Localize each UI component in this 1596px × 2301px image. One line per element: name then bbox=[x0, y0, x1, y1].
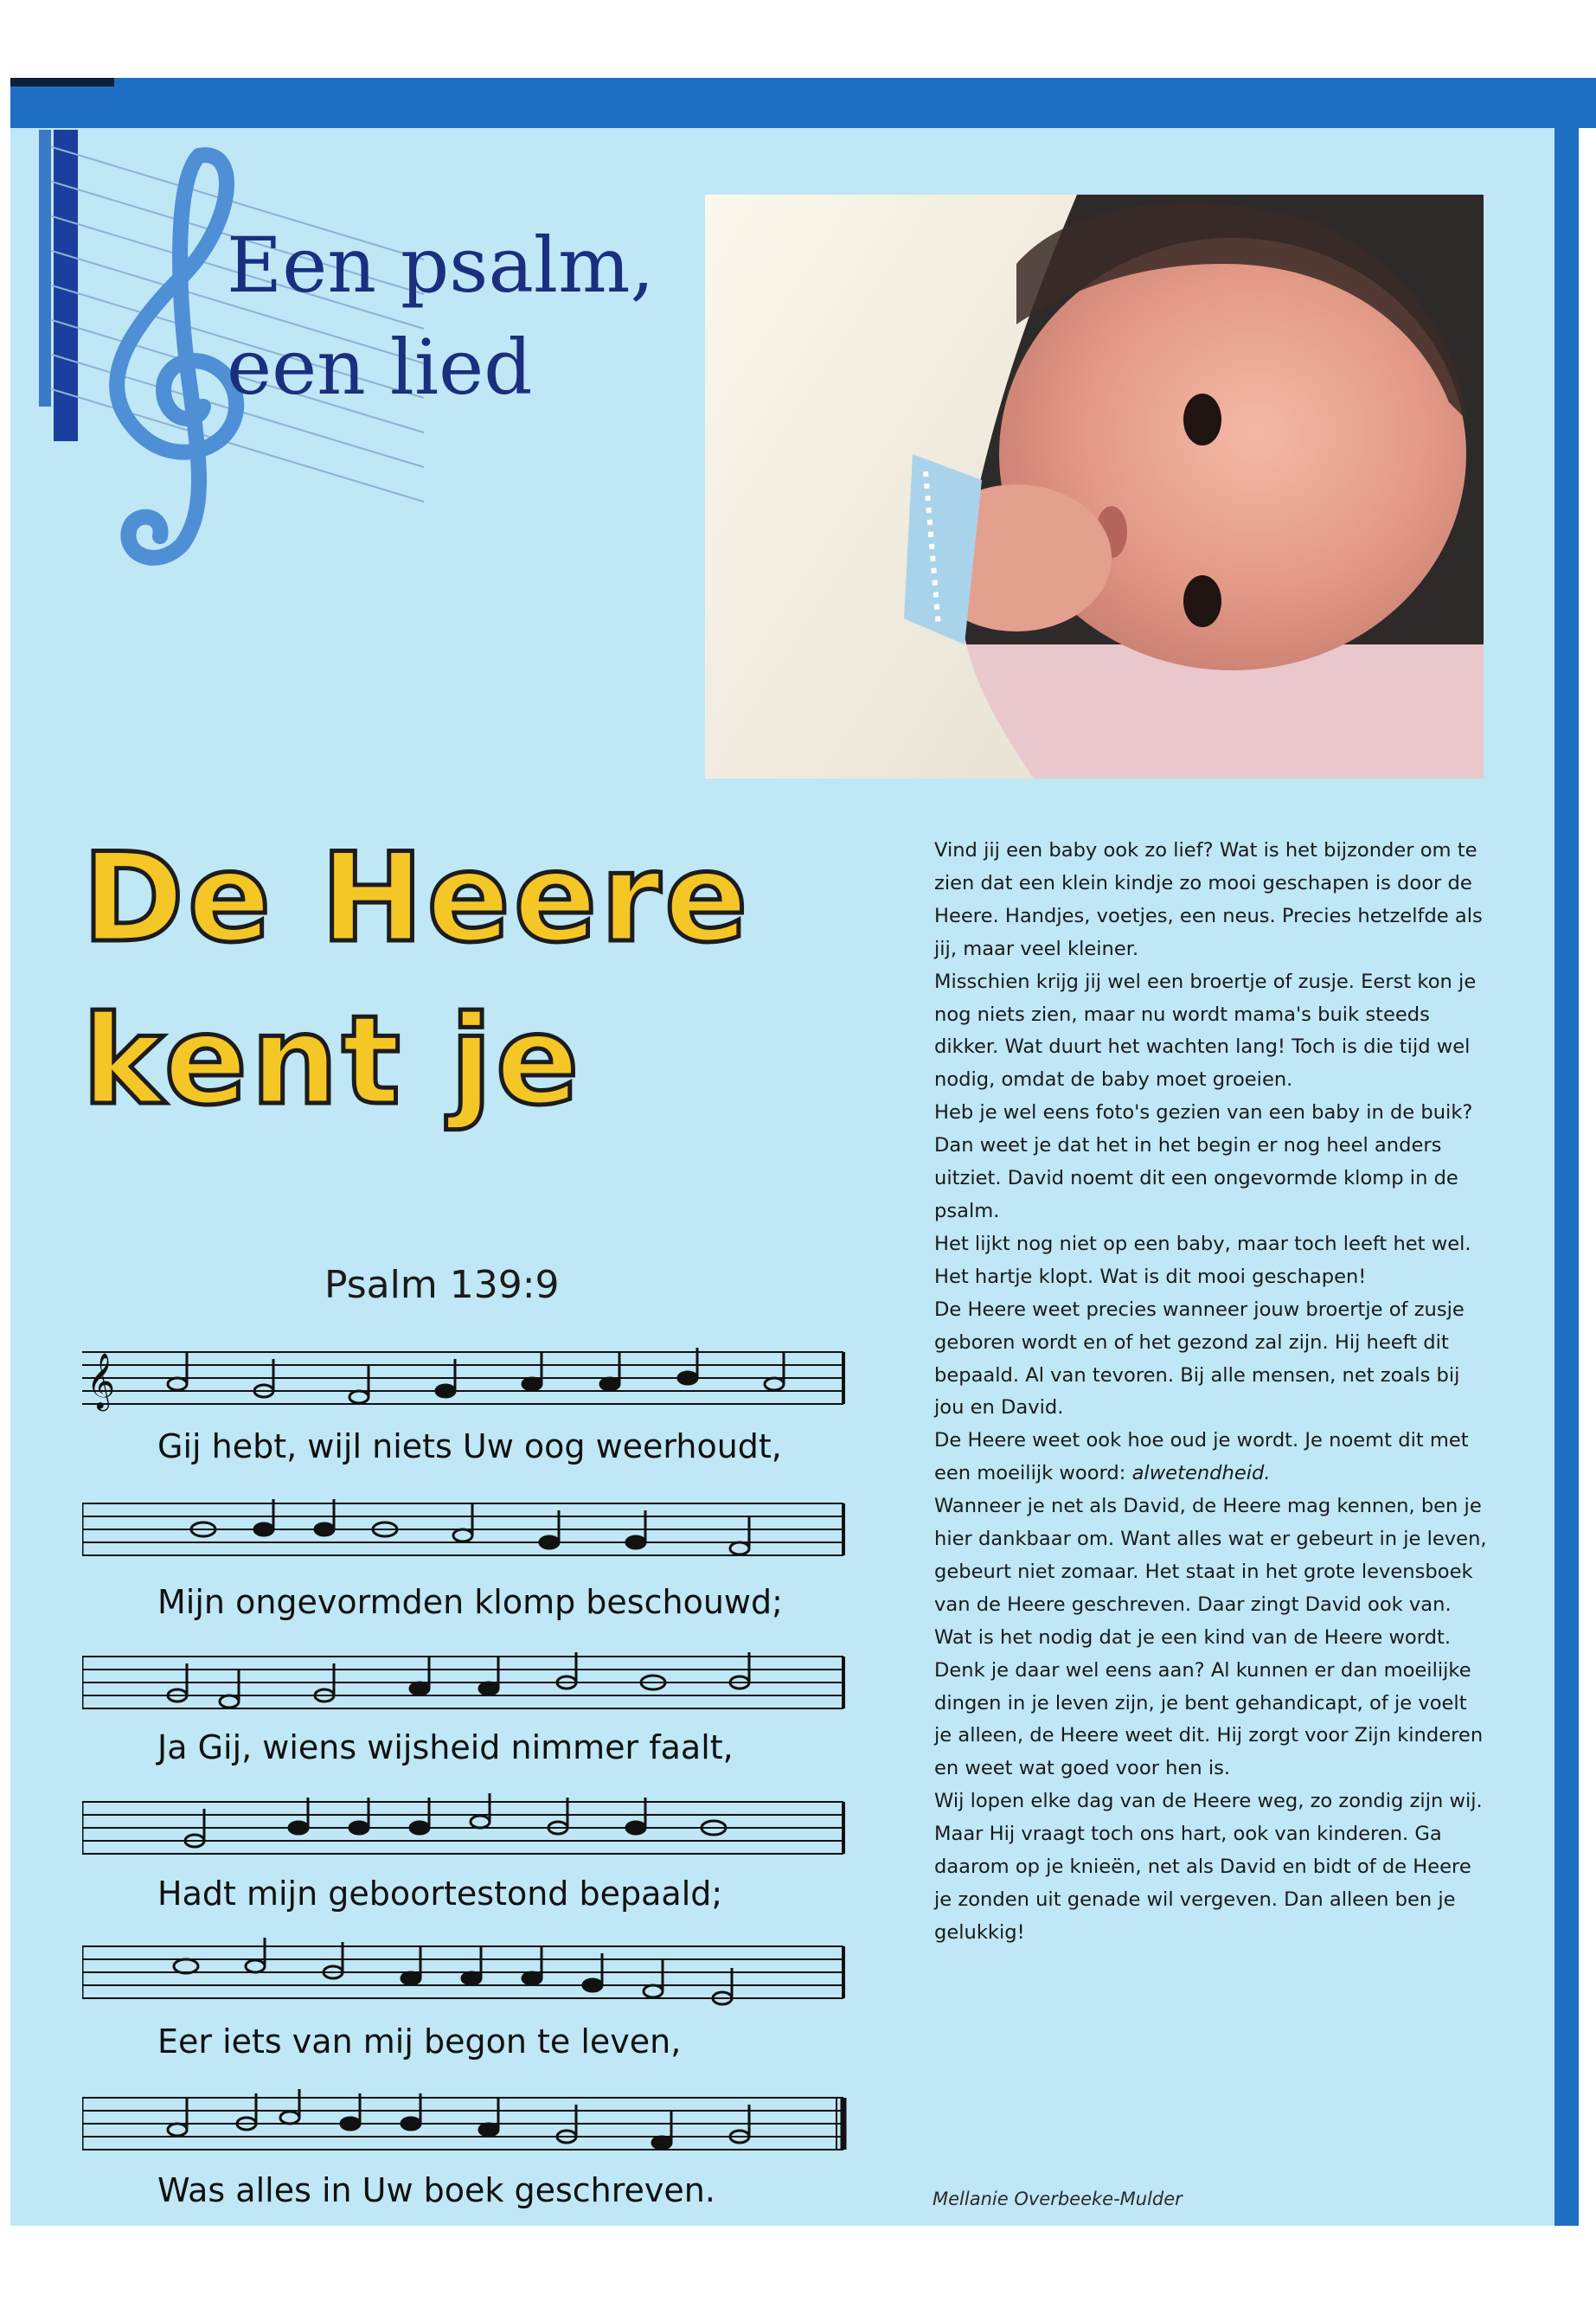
music-staff-1 bbox=[82, 1343, 848, 1413]
svg-text:𝄞: 𝄞 bbox=[87, 1353, 116, 1409]
article-paragraph: Wanneer je net als David, de Heere mag kennen, ben je hier dankbaar om. Want alles wat er gebeurt in je leven, gebeurt niet zomaar. Het staat in het grote levensboek van de Heere geschreven. Daar zingt David ook van. bbox=[934, 1495, 1487, 1616]
header-title bbox=[227, 215, 654, 419]
psalm-line-3: Ja Gij, wiens wijsheid nimmer faalt, bbox=[157, 1728, 734, 1766]
headline-line1: De Heere bbox=[82, 827, 752, 970]
article-paragraph: Heb je wel eens foto's gezien van een baby in de buik? Dan weet je dat het in het begin er nog heel anders uitziet. David noemt dit een ongevormde klomp in de psalm. bbox=[934, 1101, 1473, 1222]
article-paragraph: Vind jij een baby ook zo lief? Wat is het bijzonder om te zien dat een klein kindje zo mooi geschapen is door de Heere. Handjes, voetjes, een neus. Precies hetzelfde als jij, maar veel kleiner. bbox=[934, 839, 1483, 960]
article-paragraph: Wat is het nodig dat je een kind van de Heere wordt. Denk je daar wel eens aan? Al kunnen er dan moeilijke dingen in je leven zijn, je bent gehandicapt, of je voelt je alleen, de Heere weet dit. Hij zorgt voor Zijn kinderen en weet wat goed voor hen is. bbox=[934, 1625, 1484, 1780]
psalm-line-2: Mijn ongevormden klomp beschouwd; bbox=[157, 1583, 783, 1621]
article-paragraph: Misschien krijg jij wel een broertje of zusje. Eerst kon je nog niets zien, maar nu wordt mama's buik steeds dikker. Wat duurt het wachten lang! Toch is die tijd wel nodig, omdat de baby moet groeien. bbox=[934, 970, 1477, 1092]
music-staff-4 bbox=[82, 1793, 848, 1862]
headline-line2: kent je bbox=[82, 990, 583, 1132]
psalm-line-1: Gij hebt, wijl niets Uw oog weerhoudt, bbox=[157, 1427, 782, 1465]
author-credit: Mellanie Overbeeke-Mulder bbox=[933, 2189, 1183, 2209]
article-paragraph bbox=[934, 1425, 1488, 1490]
headline bbox=[82, 817, 751, 1143]
article-paragraph: De Heere weet precies wanneer jouw broertje of zusje geboren wordt en of het gezond zal zijn. Hij heeft dit bepaald. Al van tevoren. Bij alle mensen, net zoals bij jou en David. bbox=[934, 1298, 1465, 1420]
psalm-line-6: Was alles in Uw boek geschreven. bbox=[157, 2171, 715, 2209]
psalm-line-4: Hadt mijn geboortestond bepaald; bbox=[157, 1875, 723, 1913]
top-dark-accent bbox=[10, 78, 114, 87]
music-staff-3 bbox=[82, 1648, 848, 1717]
article-italic-word: alwetendheid. bbox=[1131, 1462, 1271, 1485]
article-body bbox=[934, 835, 1488, 1950]
music-staff-2 bbox=[82, 1495, 848, 1564]
baby-photo bbox=[705, 195, 1484, 779]
article-paragraph-text: De Heere weet ook hoe oud je wordt. Je noemt dit met een moeilijk woord: bbox=[934, 1429, 1469, 1485]
header-title-line2: een lied bbox=[227, 323, 533, 412]
header-title-line1: Een psalm, bbox=[227, 221, 655, 310]
music-staff-5 bbox=[82, 1938, 848, 2007]
psalm-line-5: Eer iets van mij begon te leven, bbox=[157, 2022, 682, 2061]
article-paragraph: Wij lopen elke dag van de Heere weg, zo zondig zijn wij. Maar Hij vraagt toch ons hart, ook van kinderen. Ga daarom op je knieën, net als David en bidt of de Heere je zonden uit genade wil vergeven. Dan alleen ben je gelukkig! bbox=[934, 1790, 1483, 1944]
psalm-reference: Psalm 139:9 bbox=[324, 1263, 560, 1307]
top-blue-border bbox=[10, 78, 1596, 128]
music-staff-6 bbox=[82, 2089, 848, 2158]
article-paragraph: Het lijkt nog niet op een baby, maar toch leeft het wel. Het hartje klopt. Wat is dit mooi geschapen! bbox=[934, 1232, 1471, 1288]
right-blue-border bbox=[1554, 128, 1579, 2226]
